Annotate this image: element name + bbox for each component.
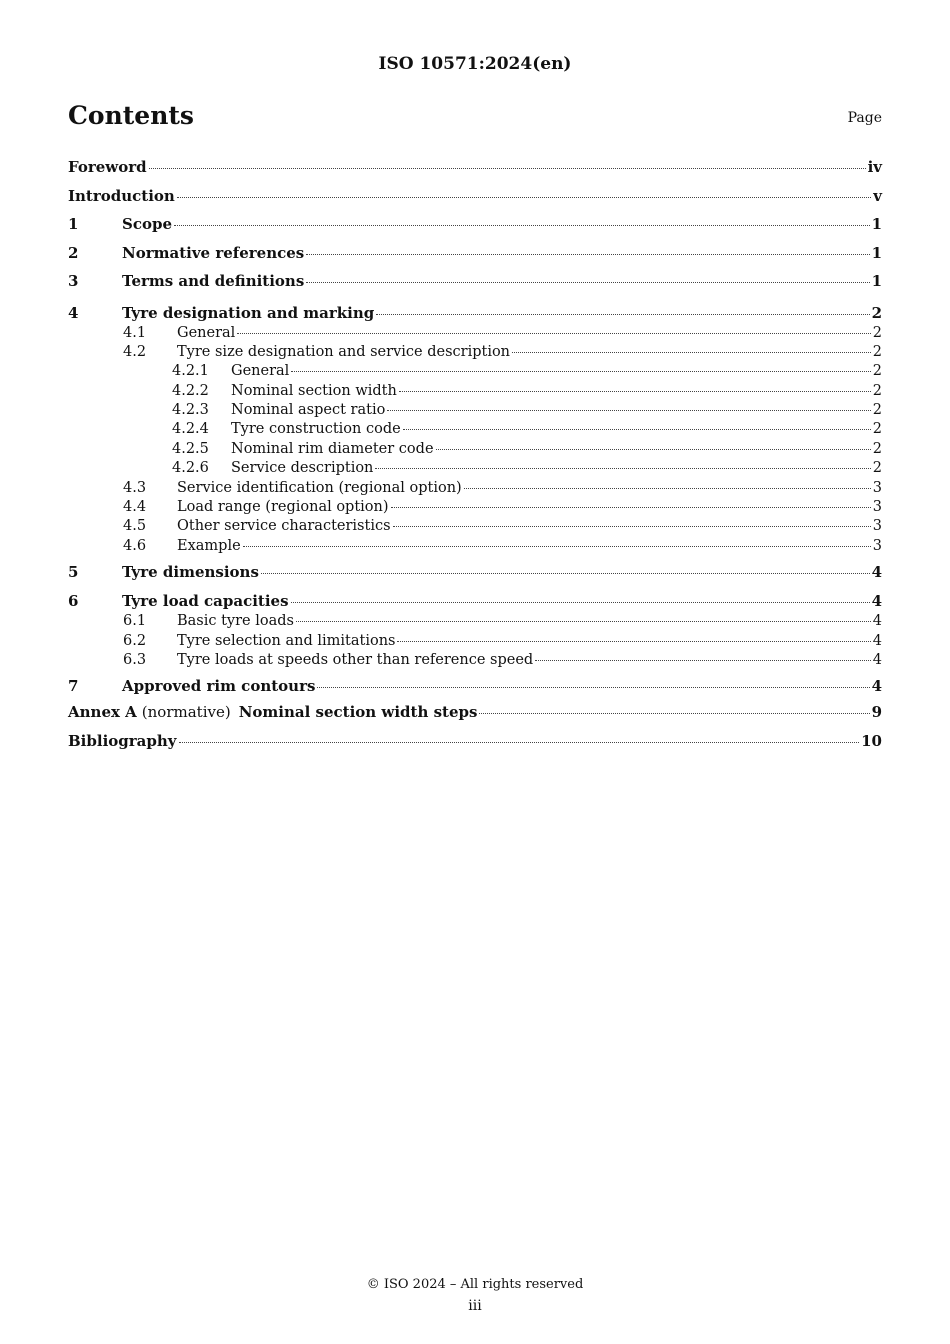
toc-entry-title: Other service characteristics [177,518,391,535]
dot-leader [149,168,866,169]
toc-entry-number: 4.5 [123,518,147,535]
toc-entry-number: 4.2.6 [172,460,209,477]
dot-leader [174,225,870,226]
toc-entry-page: 3 [872,518,882,535]
dot-leader [464,488,871,489]
dot-leader [376,314,869,315]
toc-entry-page: v [873,186,882,205]
toc-entry-title: Example [177,537,241,554]
toc-entry-number: 3 [68,272,79,290]
toc-entry-title: Tyre loads at speeds other than reference speed [177,651,534,668]
dot-leader [512,352,871,353]
dot-leader [177,197,871,198]
toc-entry-number: 4 [68,303,79,322]
toc-entry-page: 2 [872,363,882,380]
toc-entry-page: 2 [872,343,882,360]
toc-entry-title: Nominal section width steps [238,703,478,722]
dot-leader [291,602,870,603]
toc-entry-page: 4 [872,632,882,649]
toc-entry-bibliography[interactable] [68,727,882,756]
toc-entry-page: 9 [871,703,882,722]
toc-entry-page: 2 [871,303,882,322]
copyright-notice: © ISO 2024 – All rights reserved [366,1277,584,1292]
toc-entry-page: 4 [872,613,882,630]
toc-entry-title: Nominal aspect ratio [231,402,386,419]
toc-entry-number: 4.2 [123,343,147,360]
dot-leader [397,641,870,642]
toc-entry-number: 6 [68,592,79,611]
toc-entry-title: Normative references [122,243,305,262]
toc-entry-page: 2 [872,460,882,477]
toc-entry-tyre-load-capacities[interactable] [68,591,882,612]
toc-entry-4-2[interactable] [68,343,882,362]
toc-entry-page: 4 [872,651,882,668]
dot-leader [436,449,871,450]
toc-entry-page: 2 [872,440,882,457]
toc-entry-6-1[interactable] [68,612,882,631]
toc-entry-title: Load range (regional option) [177,499,389,516]
toc-entry-number: 4.3 [123,479,147,496]
toc-entry-page: 10 [861,731,882,750]
toc-entry-4-2-4[interactable] [68,420,882,439]
toc-entry-4-2-5[interactable] [68,440,882,459]
toc-entry-number: 4.2.3 [172,402,209,419]
toc-entry-foreword[interactable] [68,153,882,182]
toc-entry-number: 4.2.4 [172,421,209,438]
toc-entry-title: Tyre designation and marking [122,303,375,322]
toc-entry-page: 1 [871,243,882,262]
toc-entry-title: Tyre selection and limitations [177,632,396,649]
toc-entry-number: 6.3 [123,651,147,668]
dot-leader [317,687,869,688]
dot-leader [479,713,869,714]
toc-entry-number: 6.1 [123,613,147,630]
toc-entry-title: Approved rim contours [122,677,316,696]
toc-entry-title: General [231,363,290,380]
toc-entry-title: Nominal rim diameter code [231,440,434,457]
page-number: iii [468,1298,482,1314]
toc-entry-number: 4.6 [123,537,147,554]
toc-entry-tyre-dimensions[interactable] [68,556,882,584]
toc-entry-4-4[interactable] [68,498,882,517]
page-column-label: Page [847,110,882,126]
toc-entry-page: 1 [871,272,882,290]
dot-leader [237,333,870,334]
toc-entry-page: 4 [871,563,882,582]
toc-entry-title: Scope [122,215,173,233]
dot-leader [306,254,869,255]
contents-header [68,101,882,135]
toc-entry-tyre-designation[interactable] [68,303,882,324]
toc-entry-page: iv [867,158,882,176]
toc-entry-page: 2 [872,382,882,399]
dot-leader [179,742,860,743]
toc-entry-normative-references[interactable] [68,239,882,268]
dot-leader [387,410,870,411]
toc-entry-introduction[interactable] [68,182,882,211]
toc-entry-title: Service identification (regional option) [177,479,462,496]
dot-leader [393,526,871,527]
toc-entry-scope[interactable] [68,210,882,239]
toc-entry-page: 3 [872,499,882,516]
toc-entry-title: Foreword [68,158,147,176]
dot-leader [375,468,870,469]
toc-entry-4-3[interactable] [68,479,882,498]
toc-entry-page: 2 [872,421,882,438]
dot-leader [261,573,870,574]
table-of-contents [68,153,882,755]
toc-entry-annex-a[interactable] [68,698,882,727]
toc-entry-4-5[interactable] [68,517,882,536]
toc-entry-number: 4.1 [123,324,147,341]
toc-entry-title: General [177,324,236,341]
toc-entry-page: 3 [872,479,882,496]
toc-entry-4-6[interactable] [68,537,882,556]
toc-entry-approved-rim-contours[interactable] [68,670,882,698]
toc-entry-number: 5 [68,563,79,582]
toc-entry-4-2-2[interactable] [68,382,882,401]
toc-entry-number: 6.2 [123,632,147,649]
toc-entry-number: 4.2.1 [172,363,209,380]
toc-entry-title: Nominal section width [231,382,397,399]
dot-leader [399,391,871,392]
toc-entry-annex-type: (normative) [141,703,231,722]
toc-entry-title: Tyre dimensions [122,563,259,582]
toc-entry-title: Tyre size designation and service description [177,343,511,360]
toc-entry-title: Tyre construction code [231,421,401,438]
toc-entry-annex-label: Annex A [68,703,137,722]
toc-entry-number: 7 [68,677,79,696]
toc-entry-title: Basic tyre loads [177,613,294,630]
document-id: ISO 10571:2024(en) [378,54,572,74]
toc-entry-4-2-1[interactable] [68,362,882,381]
toc-entry-number: 4.2.2 [172,382,209,399]
toc-entry-title: Terms and definitions [122,272,305,290]
toc-entry-6-2[interactable] [68,632,882,651]
toc-entry-page: 4 [871,677,882,696]
toc-entry-page: 4 [871,592,882,611]
toc-entry-page: 2 [872,402,882,419]
dot-leader [535,660,871,661]
toc-entry-number: 4.2.5 [172,440,209,457]
dot-leader [403,429,871,430]
dot-leader [391,507,871,508]
dot-leader [243,546,871,547]
dot-leader [296,621,871,622]
toc-entry-terms-definitions[interactable] [68,267,882,296]
toc-entry-page: 2 [872,324,882,341]
toc-entry-number: 1 [68,215,79,233]
toc-entry-page: 1 [871,215,882,233]
toc-entry-title: Bibliography [68,731,177,750]
toc-entry-4-2-3[interactable] [68,401,882,420]
page-title: Contents [68,101,195,130]
toc-entry-4-1[interactable] [68,324,882,343]
dot-leader [291,371,870,372]
toc-entry-title: Introduction [68,186,175,205]
toc-entry-title: Service description [231,460,374,477]
toc-entry-page: 3 [872,537,882,554]
dot-leader [306,282,869,283]
toc-entry-title: Tyre load capacities [122,592,289,611]
toc-entry-number: 2 [68,243,79,262]
toc-entry-4-2-6[interactable] [68,459,882,478]
toc-entry-6-3[interactable] [68,651,882,670]
toc-entry-number: 4.4 [123,499,147,516]
